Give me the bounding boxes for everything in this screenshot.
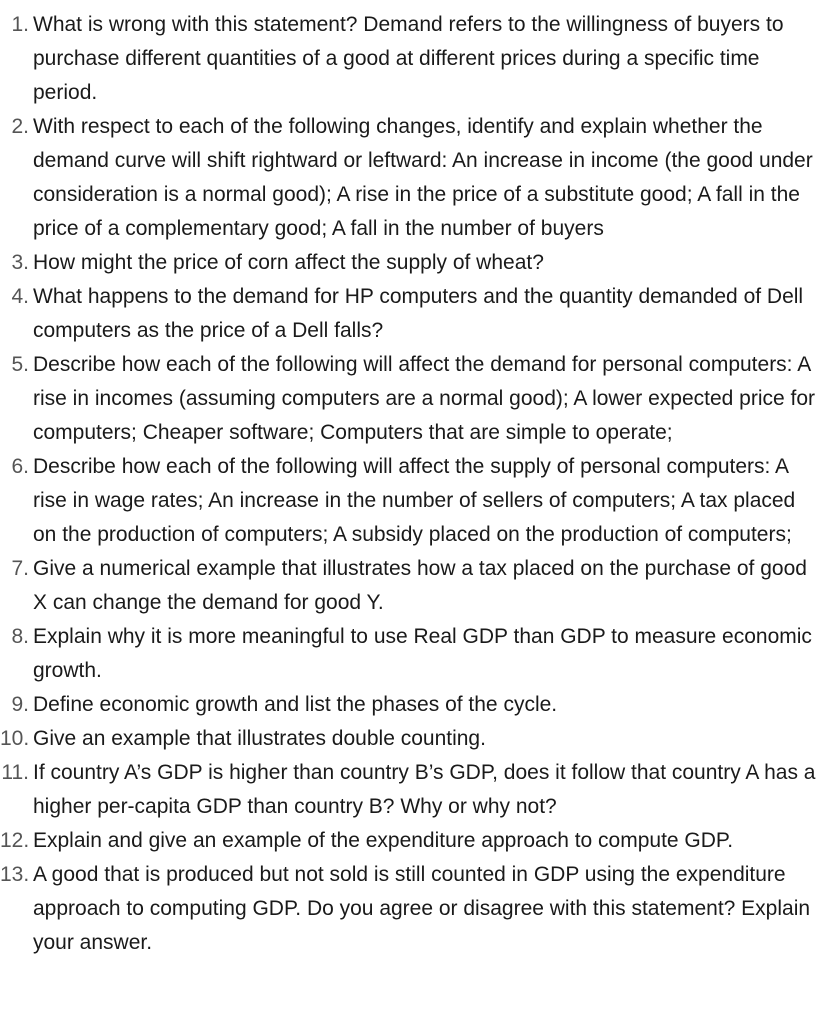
question-text: If country A’s GDP is higher than country B’s GDP, does it follow that country A has a higher per-capita GDP than country B? Why or why not? xyxy=(33,761,816,818)
question-number: 5. xyxy=(11,353,29,376)
question-number: 13. xyxy=(0,863,30,886)
question-text: Describe how each of the following will affect the demand for personal computers: A rise in incomes (assuming computers are a normal good); A lower expected price for computers; Cheaper software; Computers that are simple to operate; xyxy=(33,353,816,444)
question-item-10 xyxy=(0,722,825,756)
question-item-5 xyxy=(0,348,825,450)
question-number: 6. xyxy=(11,455,29,478)
question-text: How might the price of corn affect the supply of wheat? xyxy=(33,251,544,274)
question-text: Explain why it is more meaningful to use Real GDP than GDP to measure economic growth. xyxy=(33,625,812,682)
question-number: 4. xyxy=(11,285,29,308)
question-number: 11. xyxy=(1,761,29,784)
question-item-11 xyxy=(0,756,825,824)
question-item-9 xyxy=(0,688,825,722)
question-number: 10. xyxy=(0,727,30,750)
question-text: With respect to each of the following changes, identify and explain whether the demand curve will shift rightward or leftward: An increase in income (the good under consideration is a normal good); A rise in the price of a substitute good; A fall in the price of a complementary good; A fall in the number of buyers xyxy=(33,115,813,240)
question-item-7 xyxy=(0,552,825,620)
question-text: Define economic growth and list the phases of the cycle. xyxy=(33,693,558,716)
question-text: Give a numerical example that illustrates how a tax placed on the purchase of good X can change the demand for good Y. xyxy=(33,557,807,614)
question-text: Explain and give an example of the expenditure approach to compute GDP. xyxy=(33,829,734,852)
question-item-12 xyxy=(0,824,825,858)
question-list xyxy=(0,8,825,960)
question-number: 3. xyxy=(11,251,29,274)
question-number: 12. xyxy=(0,829,30,852)
question-item-4 xyxy=(0,280,825,348)
question-number: 8. xyxy=(11,625,29,648)
question-number: 2. xyxy=(11,115,29,138)
question-number: 9. xyxy=(11,693,29,716)
question-item-3 xyxy=(0,246,825,280)
question-text: What happens to the demand for HP computers and the quantity demanded of Dell computers as the price of a Dell falls? xyxy=(33,285,804,342)
question-text: What is wrong with this statement? Demand refers to the willingness of buyers to purchase different quantities of a good at different prices during a specific time period. xyxy=(33,13,784,104)
question-item-6 xyxy=(0,450,825,552)
question-item-1 xyxy=(0,8,825,110)
question-text: A good that is produced but not sold is still counted in GDP using the expenditure approach to computing GDP. Do you agree or disagree with this statement? Explain your answer. xyxy=(33,863,811,954)
question-text: Give an example that illustrates double counting. xyxy=(33,727,486,750)
question-item-13 xyxy=(0,858,825,960)
question-text: Describe how each of the following will affect the supply of personal computers: A rise in wage rates; An increase in the number of sellers of computers; A tax placed on the production of computers; A subsidy placed on the production of computers; xyxy=(33,455,796,546)
question-item-8 xyxy=(0,620,825,688)
question-number: 1. xyxy=(11,13,29,36)
question-item-2 xyxy=(0,110,825,246)
question-number: 7. xyxy=(11,557,29,580)
